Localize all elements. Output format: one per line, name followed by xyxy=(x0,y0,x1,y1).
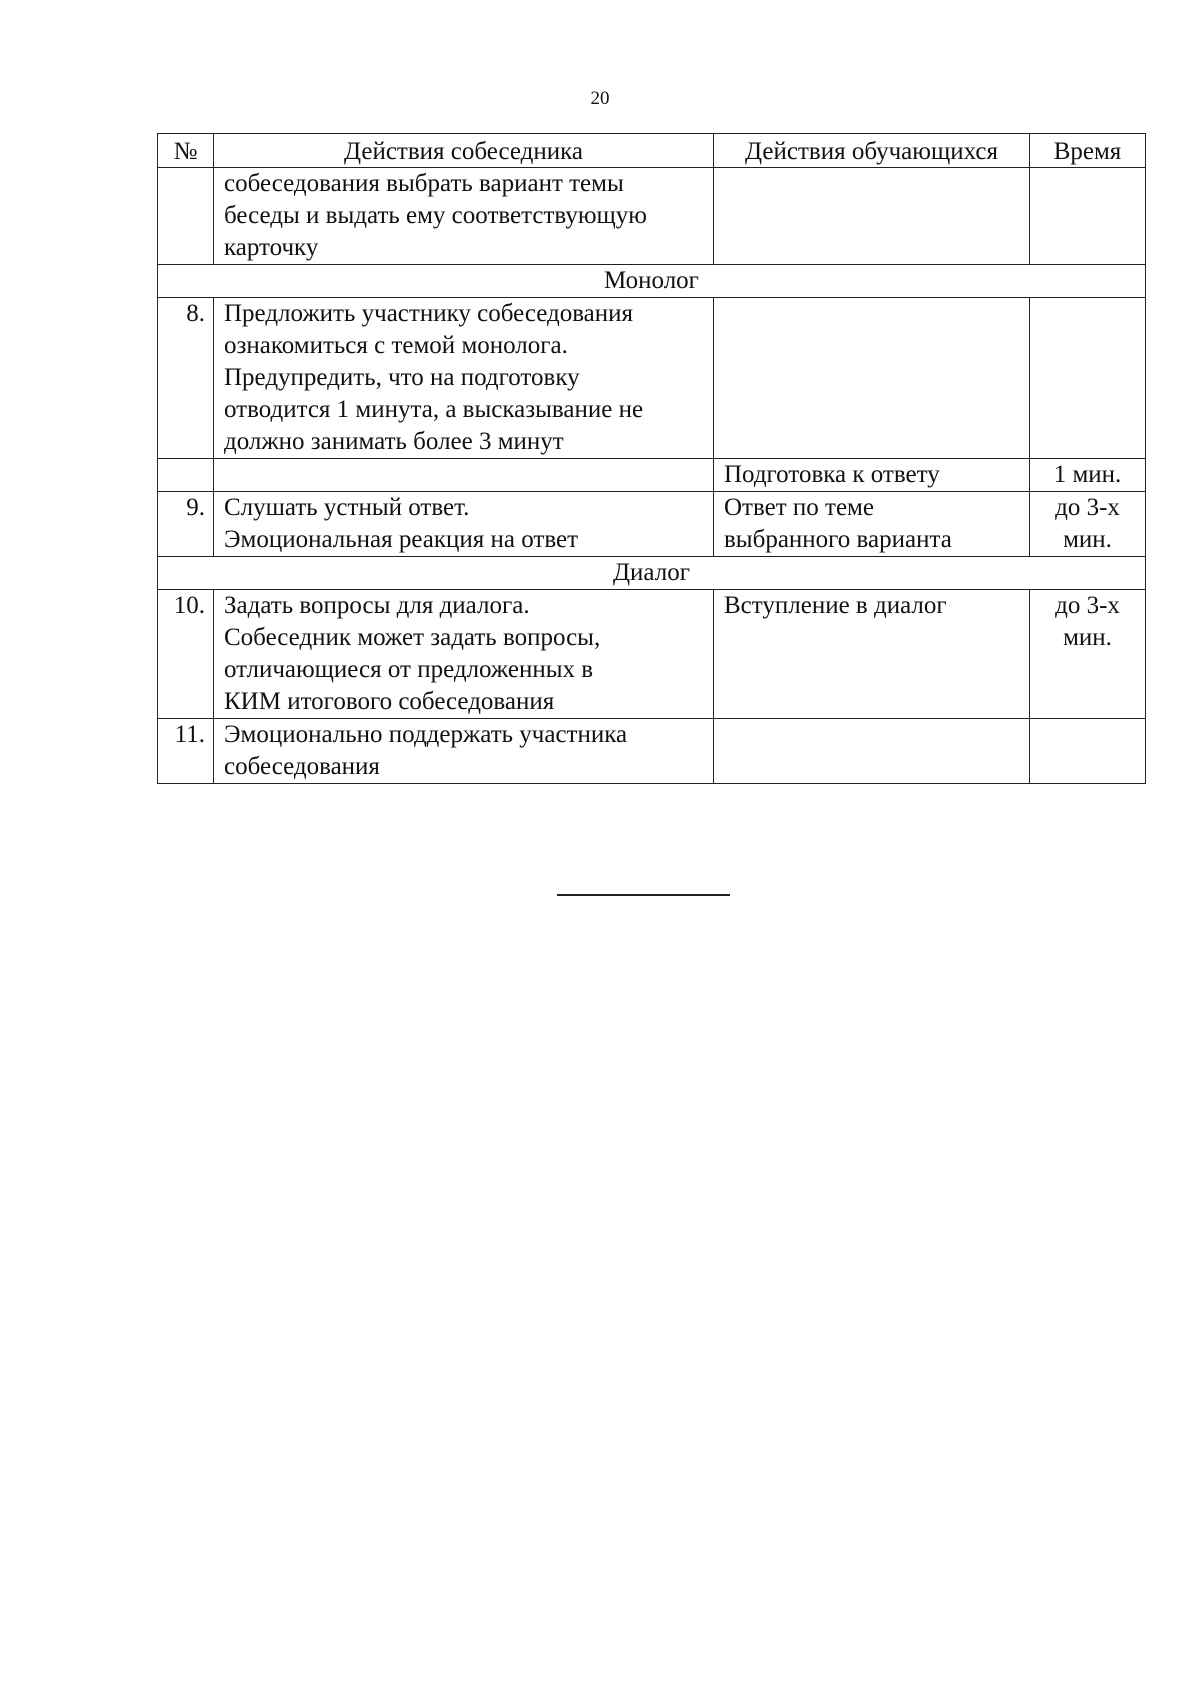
cell-interviewer-actions xyxy=(214,459,714,492)
cell-student-actions xyxy=(714,719,1030,784)
cell-line: карточку xyxy=(224,234,319,261)
cell-num: 9. xyxy=(158,492,214,557)
header-interviewer-actions: Действия собеседника xyxy=(214,134,714,168)
cell-interviewer-actions xyxy=(214,719,714,784)
cell-line: беседы и выдать ему соответствующую xyxy=(224,202,647,229)
procedure-table xyxy=(157,133,1146,784)
cell-interviewer-actions xyxy=(214,298,714,459)
cell-num: 8. xyxy=(158,298,214,459)
section-row-monologue xyxy=(158,265,1146,298)
cell-line: Собеседник может задать вопросы, xyxy=(224,624,601,651)
table-row-preparation xyxy=(158,459,1146,492)
cell-line: Задать вопросы для диалога. xyxy=(224,592,530,619)
cell-line: отводится 1 минута, а высказывание не xyxy=(224,396,644,423)
cell-time xyxy=(1030,719,1146,784)
cell-line: должно занимать более 3 минут xyxy=(224,428,564,455)
cell-time xyxy=(1030,298,1146,459)
table-row-11 xyxy=(158,719,1146,784)
table-row-8 xyxy=(158,298,1146,459)
cell-line: до 3-х xyxy=(1055,592,1120,619)
cell-line: Слушать устный ответ. xyxy=(224,494,470,521)
cell-line: ознакомиться с темой монолога. xyxy=(224,332,568,359)
cell-time xyxy=(1030,492,1146,557)
cell-num: 10. xyxy=(158,590,214,719)
cell-line: Предупредить, что на подготовку xyxy=(224,364,580,391)
cell-student-actions xyxy=(714,298,1030,459)
cell-interviewer-actions xyxy=(214,590,714,719)
cell-interviewer-actions xyxy=(214,168,714,265)
table-row-9 xyxy=(158,492,1146,557)
cell-line: выбранного варианта xyxy=(724,526,952,553)
cell-time: 1 мин. xyxy=(1030,459,1146,492)
cell-num xyxy=(158,459,214,492)
cell-num: 11. xyxy=(158,719,214,784)
cell-line: Эмоциональная реакция на ответ xyxy=(224,526,579,553)
cell-time xyxy=(1030,168,1146,265)
section-row-dialogue xyxy=(158,557,1146,590)
page-number: 20 xyxy=(590,88,610,109)
cell-line: Предложить участнику собеседования xyxy=(224,300,634,327)
header-num: № xyxy=(158,134,214,168)
cell-student-actions: Вступление в диалог xyxy=(714,590,1030,719)
header-time: Время xyxy=(1030,134,1146,168)
table-row-10 xyxy=(158,590,1146,719)
cell-time xyxy=(1030,590,1146,719)
cell-interviewer-actions xyxy=(214,492,714,557)
cell-line: до 3-х xyxy=(1055,494,1120,521)
cell-line: собеседования выбрать вариант темы xyxy=(224,170,624,197)
cell-line: отличающиеся от предложенных в xyxy=(224,656,594,683)
cell-line: Эмоционально поддержать участника xyxy=(224,721,628,748)
cell-line: Ответ по теме xyxy=(724,494,874,521)
cell-student-actions xyxy=(714,492,1030,557)
table-row-continued xyxy=(158,168,1146,265)
cell-line: мин. xyxy=(1063,526,1112,553)
section-title: Монолог xyxy=(158,265,1146,298)
cell-student-actions xyxy=(714,168,1030,265)
end-divider-line xyxy=(557,894,730,896)
table-header-row xyxy=(158,134,1146,168)
cell-line: КИМ итогового собеседования xyxy=(224,688,555,715)
cell-student-actions: Подготовка к ответу xyxy=(714,459,1030,492)
cell-line: мин. xyxy=(1063,624,1112,651)
header-student-actions: Действия обучающихся xyxy=(714,134,1030,168)
section-title: Диалог xyxy=(158,557,1146,590)
cell-line: собеседования xyxy=(224,753,380,780)
cell-num xyxy=(158,168,214,265)
